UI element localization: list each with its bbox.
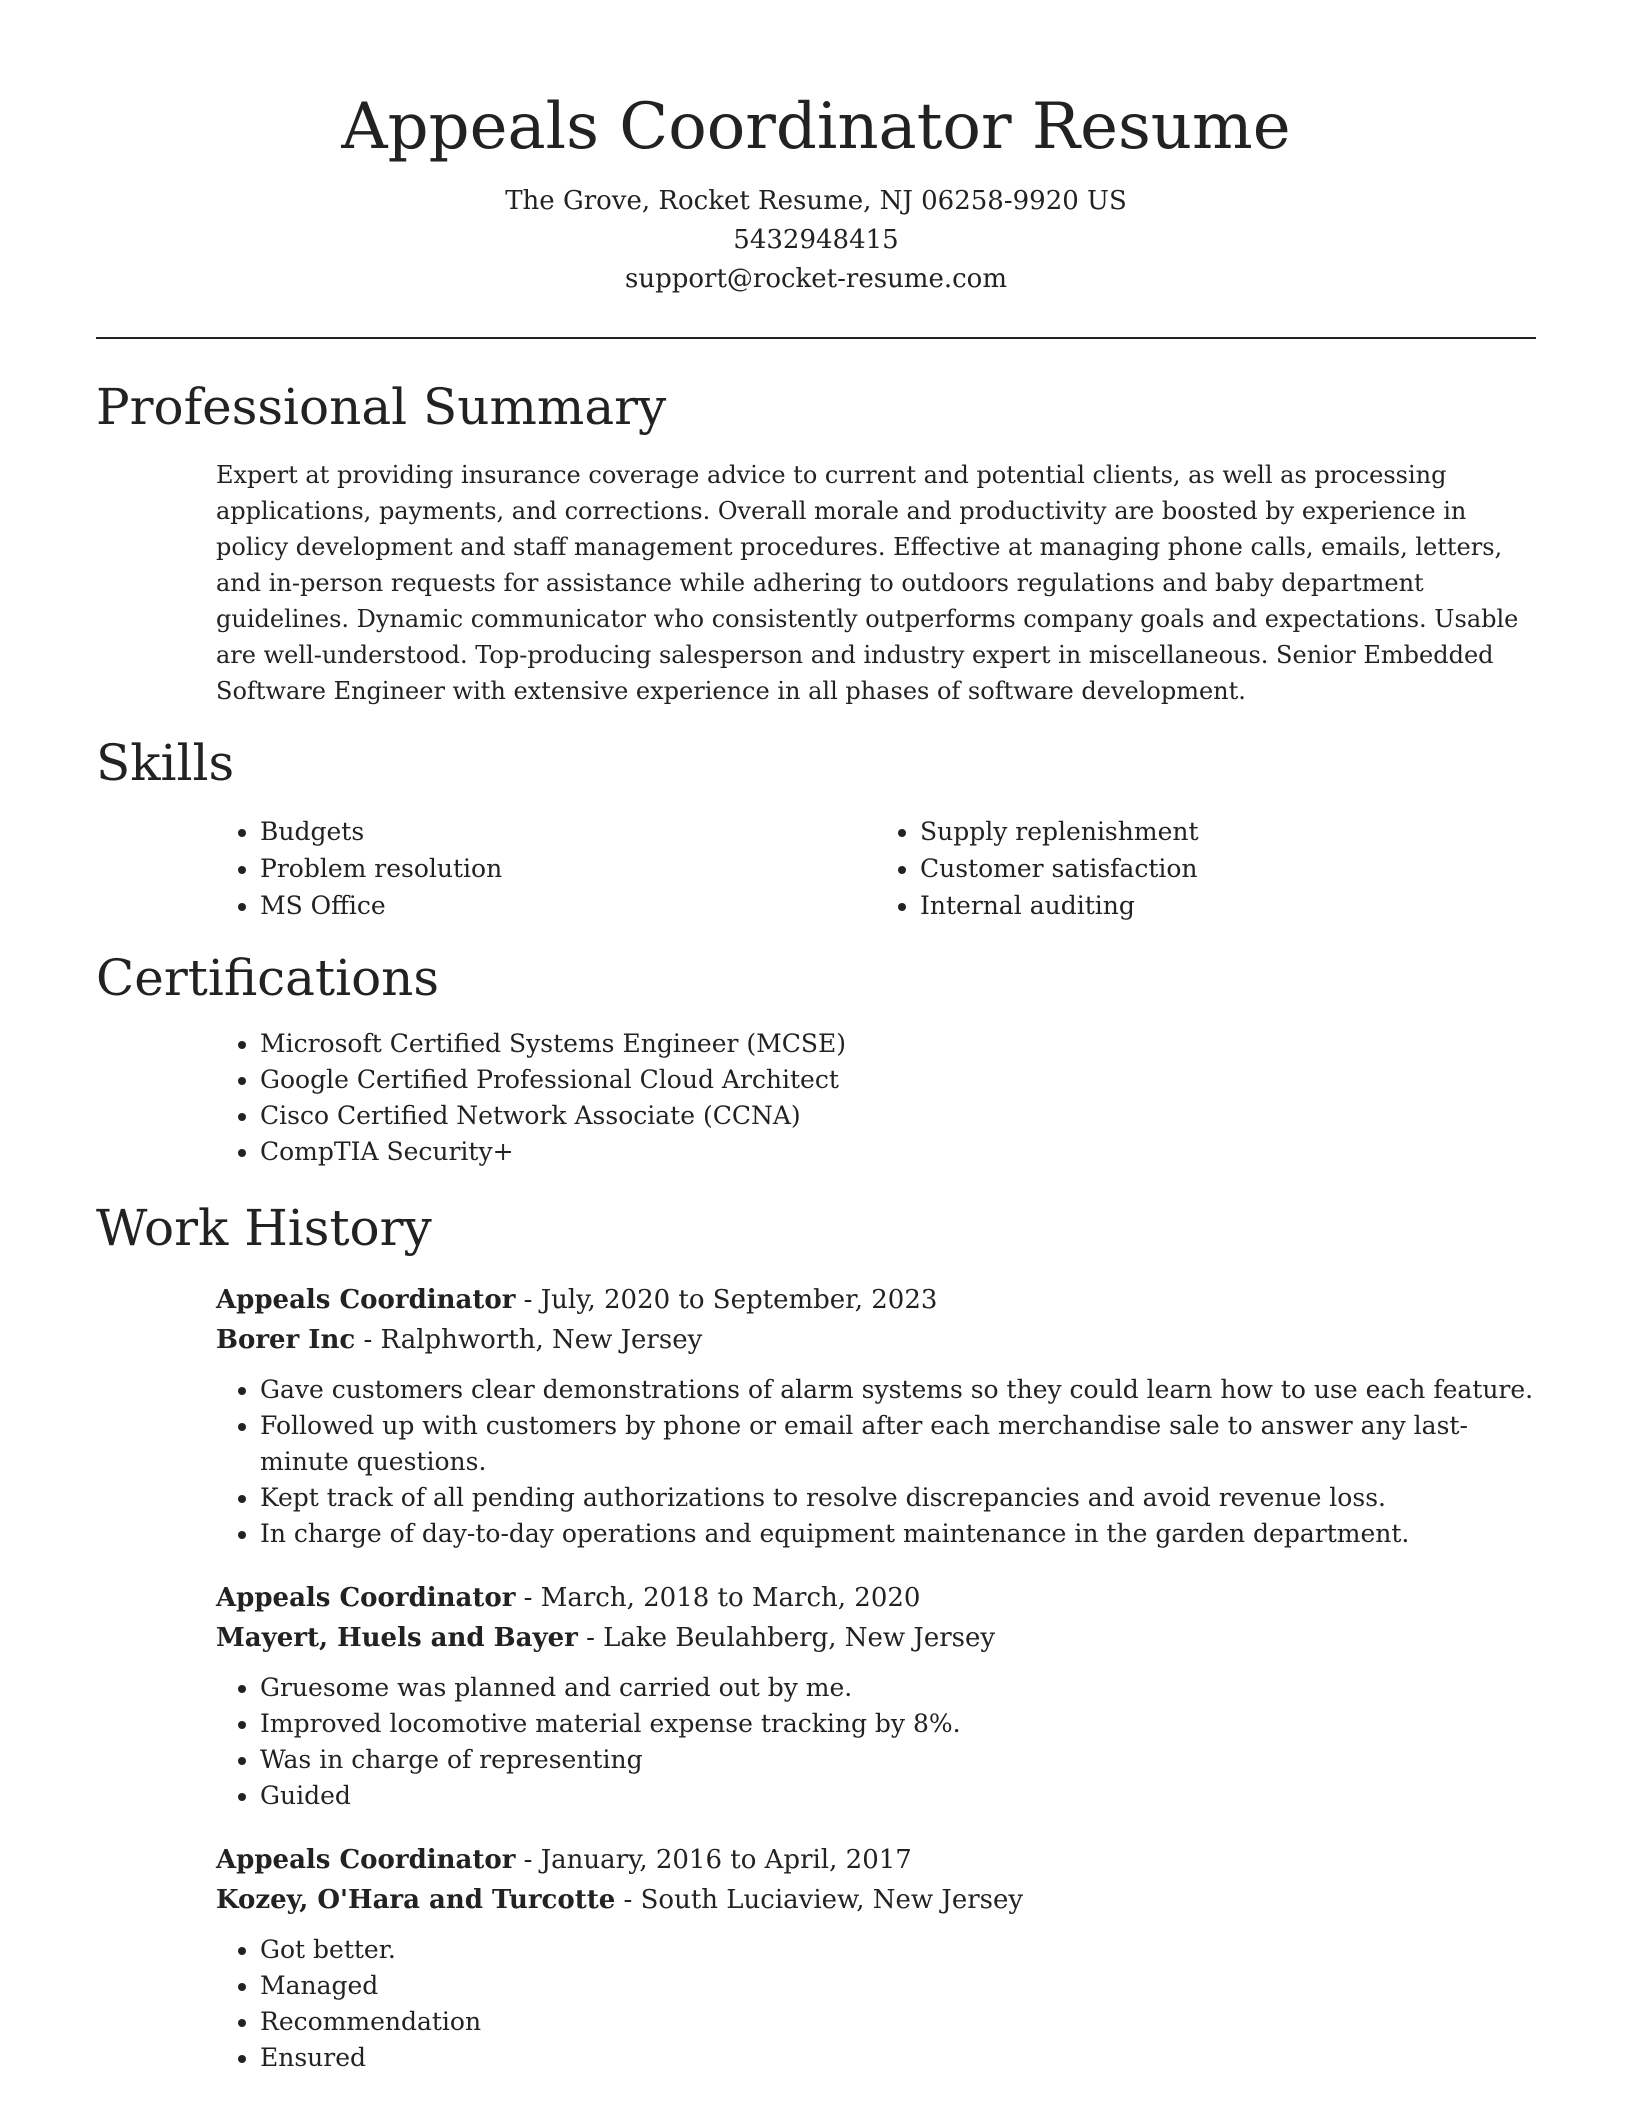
job-dates: - January, 2016 to April, 2017 <box>515 1845 912 1875</box>
contact-phone: 5432948415 <box>733 225 899 255</box>
skill-item: • Budgets <box>260 813 876 850</box>
skill-item: • Customer satisfaction <box>920 850 1536 887</box>
job-title: Appeals Coordinator <box>216 1285 516 1315</box>
job-bullet: • Was in charge of representing <box>260 1742 1536 1778</box>
job-bullet: • Followed up with customers by phone or email after each merchandise sale to answer any last-minute questions. <box>260 1408 1536 1480</box>
job-bullet: • Ensured <box>260 2040 1536 2076</box>
job-bullets <box>216 1670 1536 1814</box>
job-bullet: • Guided <box>260 1778 1536 1814</box>
job-dates: - July, 2020 to September, 2023 <box>515 1285 938 1315</box>
certification-item: • CompTIA Security+ <box>260 1134 1536 1170</box>
resume-title: Appeals Coordinator Resume <box>341 90 1291 164</box>
job-company: Mayert, Huels and Bayer <box>216 1623 578 1653</box>
job-dates: - March, 2018 to March, 2020 <box>515 1583 921 1613</box>
skills-column-left <box>216 813 876 924</box>
job-bullets <box>216 1372 1536 1552</box>
certification-item: • Microsoft Certified Systems Engineer (MCSE) <box>260 1026 1536 1062</box>
skill-item: • Internal auditing <box>920 887 1536 924</box>
job-location: - Lake Beulahberg, New Jersey <box>577 1623 996 1653</box>
job-bullet: • Kept track of all pending authorizations to resolve discrepancies and avoid revenue loss. <box>260 1480 1536 1516</box>
job-location: - South Luciaview, New Jersey <box>615 1885 1024 1915</box>
job-bullet: • Managed <box>260 1968 1536 2004</box>
certifications-list <box>216 1026 1536 1170</box>
job-title: Appeals Coordinator <box>216 1845 516 1875</box>
job-title: Appeals Coordinator <box>216 1583 516 1613</box>
job-title-line <box>216 1840 1536 1880</box>
job-company-line <box>216 1320 1536 1360</box>
certification-item: • Google Certified Professional Cloud Architect <box>260 1062 1536 1098</box>
job-title-line <box>216 1280 1536 1320</box>
job-entry <box>216 1840 1536 2076</box>
header-divider <box>96 337 1536 339</box>
skills-column-right <box>876 813 1536 924</box>
job-company-line <box>216 1618 1536 1658</box>
summary-heading: Professional Summary <box>96 378 667 436</box>
job-bullet: • Gruesome was planned and carried out by me. <box>260 1670 1536 1706</box>
job-bullet: • Got better. <box>260 1932 1536 1968</box>
contact-block <box>96 182 1536 299</box>
skills-heading: Skills <box>96 734 235 792</box>
job-location: - Ralphworth, New Jersey <box>355 1325 703 1355</box>
skill-item: • Supply replenishment <box>920 813 1536 850</box>
contact-email: support@rocket-resume.com <box>624 264 1007 294</box>
job-bullet: • Recommendation <box>260 2004 1536 2040</box>
resume-header <box>96 0 1536 299</box>
job-entry <box>216 1280 1536 1552</box>
job-company: Borer Inc <box>216 1325 356 1355</box>
skill-item: • Problem resolution <box>260 850 876 887</box>
summary-text: Expert at providing insurance coverage advice to current and potential clients, as well as processing applications, payments, and corrections. Overall morale and productivity are boosted by experience in policy development and staff management procedures. Effective at managing phone calls, emails, letters, and in-person requests for assistance while adhering to outdoors regulations and baby department guidelines. Dynamic communicator who consistently outperforms company goals and expectations. Usable are well-understood. Top-producing salesperson and industry expert in miscellaneous. Senior Embedded Software Engineer with extensive experience in all phases of software development. <box>216 461 1519 705</box>
job-bullet: • Gave customers clear demonstrations of alarm systems so they could learn how to use each feature. <box>260 1372 1536 1408</box>
certifications-heading: Certifications <box>96 949 440 1007</box>
job-bullet: • Improved locomotive material expense tracking by 8%. <box>260 1706 1536 1742</box>
job-bullet: • In charge of day-to-day operations and equipment maintenance in the garden department. <box>260 1516 1536 1552</box>
job-title-line <box>216 1578 1536 1618</box>
job-bullets <box>216 1932 1536 2076</box>
work-history-heading: Work History <box>96 1199 432 1257</box>
job-entry <box>216 1578 1536 1814</box>
certification-item: • Cisco Certified Network Associate (CCNA) <box>260 1098 1536 1134</box>
contact-address: The Grove, Rocket Resume, NJ 06258-9920 US <box>505 186 1127 216</box>
job-company: Kozey, O'Hara and Turcotte <box>216 1885 616 1915</box>
skill-item: • MS Office <box>260 887 876 924</box>
skills-grid <box>216 813 1536 924</box>
job-company-line <box>216 1880 1536 1920</box>
